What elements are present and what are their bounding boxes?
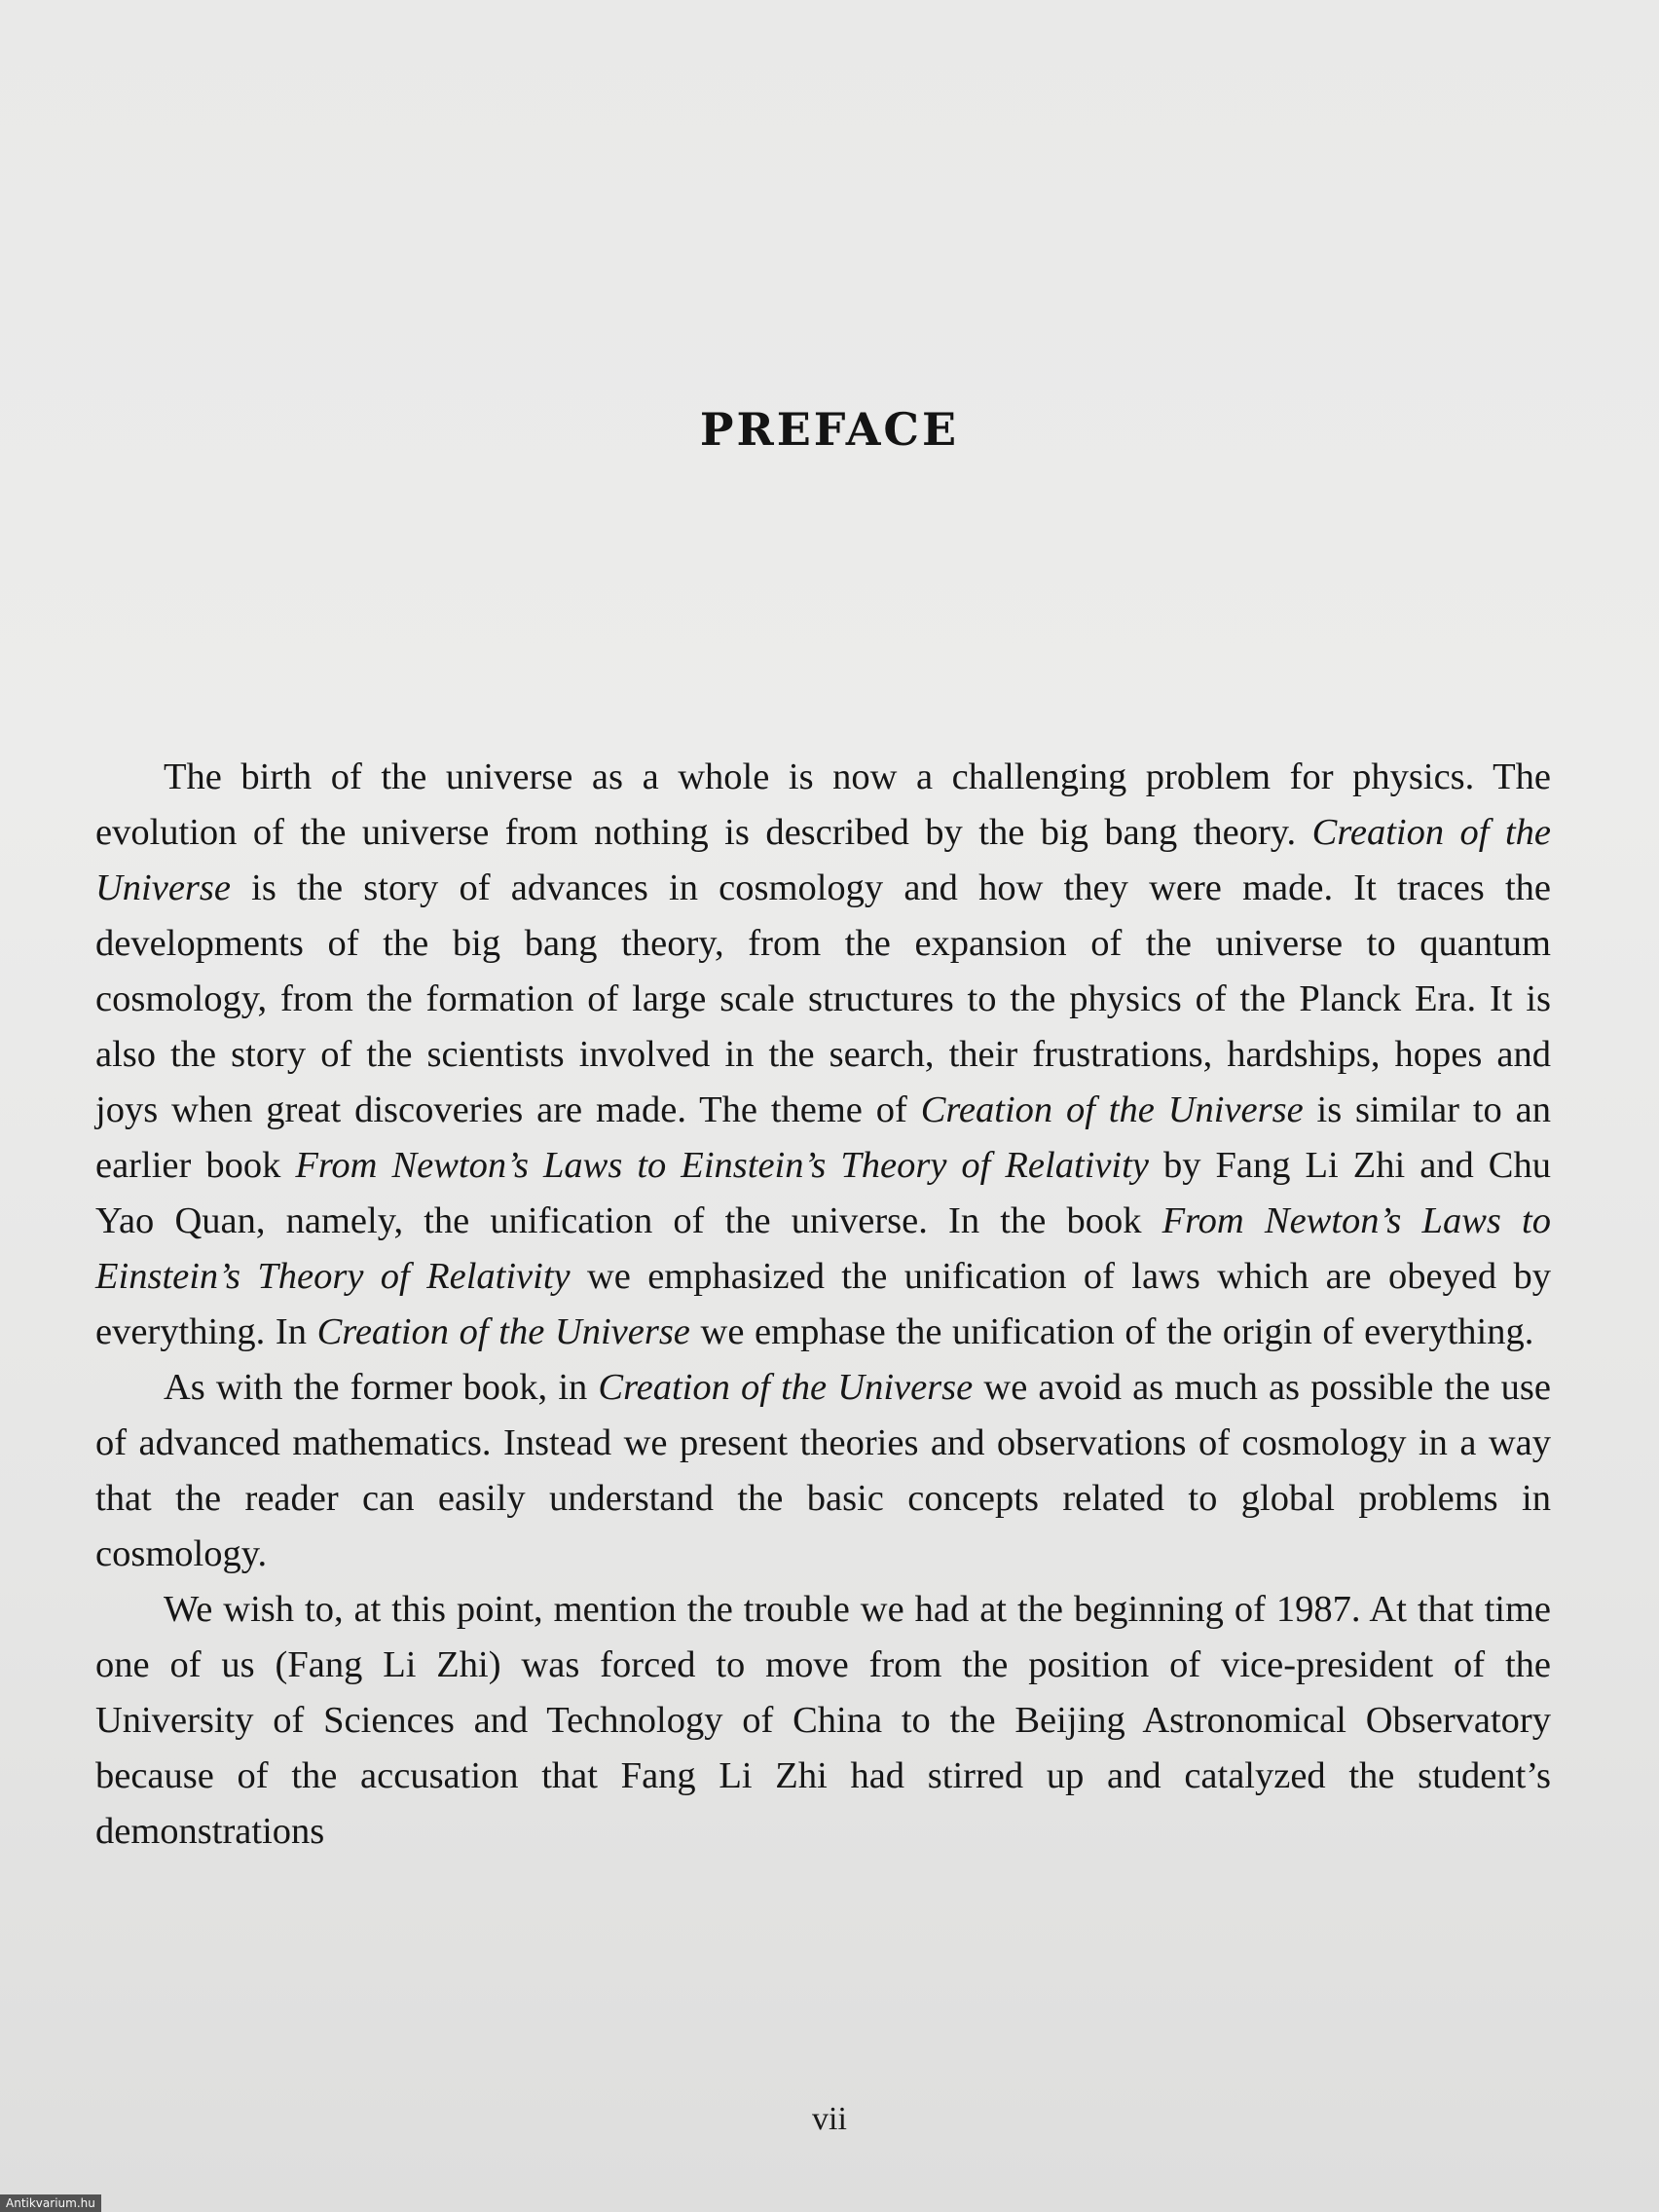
paragraph	[95, 750, 1551, 1360]
text-run: As with the former book, in	[164, 1367, 599, 1408]
watermark-label: Antikvarium.hu	[0, 2194, 101, 2212]
text-run: we emphasized the unification of laws which are obeyed by everything. In	[95, 1256, 1551, 1352]
book-title-italic: From Newton’s Laws to Einstein’s Theory of Relativity	[95, 1200, 1551, 1297]
book-title-italic: Creation of the Universe	[920, 1089, 1304, 1130]
paragraph	[95, 1360, 1551, 1582]
text-run: is the story of advances in cosmology and how they were made. It traces the developments of the big bang theory, from the expansion of the universe to quantum cosmology, from the formation of large scale structures to the physics of the Planck Era. It is also the story of the scientists involved in the search, their frustrations, hardships, hopes and joys when great discoveries are made. The theme of	[95, 867, 1551, 1130]
text-run: we avoid as much as possible the use of advanced mathematics. Instead we present theories and observations of cosmology in a way that the reader can easily understand the basic concepts related to global problems in cosmology.	[95, 1367, 1551, 1574]
book-title-italic: Creation of the Universe	[95, 812, 1552, 908]
text-run: by Fang Li Zhi and Chu Yao Quan, namely, the unification of the universe. In the book	[95, 1145, 1551, 1241]
book-title-italic: Creation of the Universe	[598, 1367, 974, 1408]
text-run: we emphase the unification of the origin of everything.	[689, 1311, 1534, 1352]
page-title: PREFACE	[699, 402, 960, 456]
preface-body	[95, 750, 1551, 1860]
page-number: vii	[812, 2101, 847, 2137]
text-run: is similar to an earlier book	[95, 1089, 1551, 1186]
book-title-italic: Creation of the Universe	[316, 1311, 690, 1352]
text-run: The birth of the universe as a whole is now a challenging problem for physics. The evolution of the universe from nothing is described by the big bang theory.	[95, 756, 1551, 853]
paragraph	[95, 1582, 1551, 1860]
book-title-italic: From Newton’s Laws to Einstein’s Theory of Relativity	[295, 1145, 1149, 1186]
text-run: We wish to, at this point, mention the trouble we had at the beginning of 1987. At that time one of us (Fang Li Zhi) was forced to move from the position of vice-president of the University of Sciences and Technology of China to the Beijing Astronomical Observatory because of the accusation that Fang Li Zhi had stirred up and catalyzed the student’s demonstrations	[95, 1589, 1551, 1852]
